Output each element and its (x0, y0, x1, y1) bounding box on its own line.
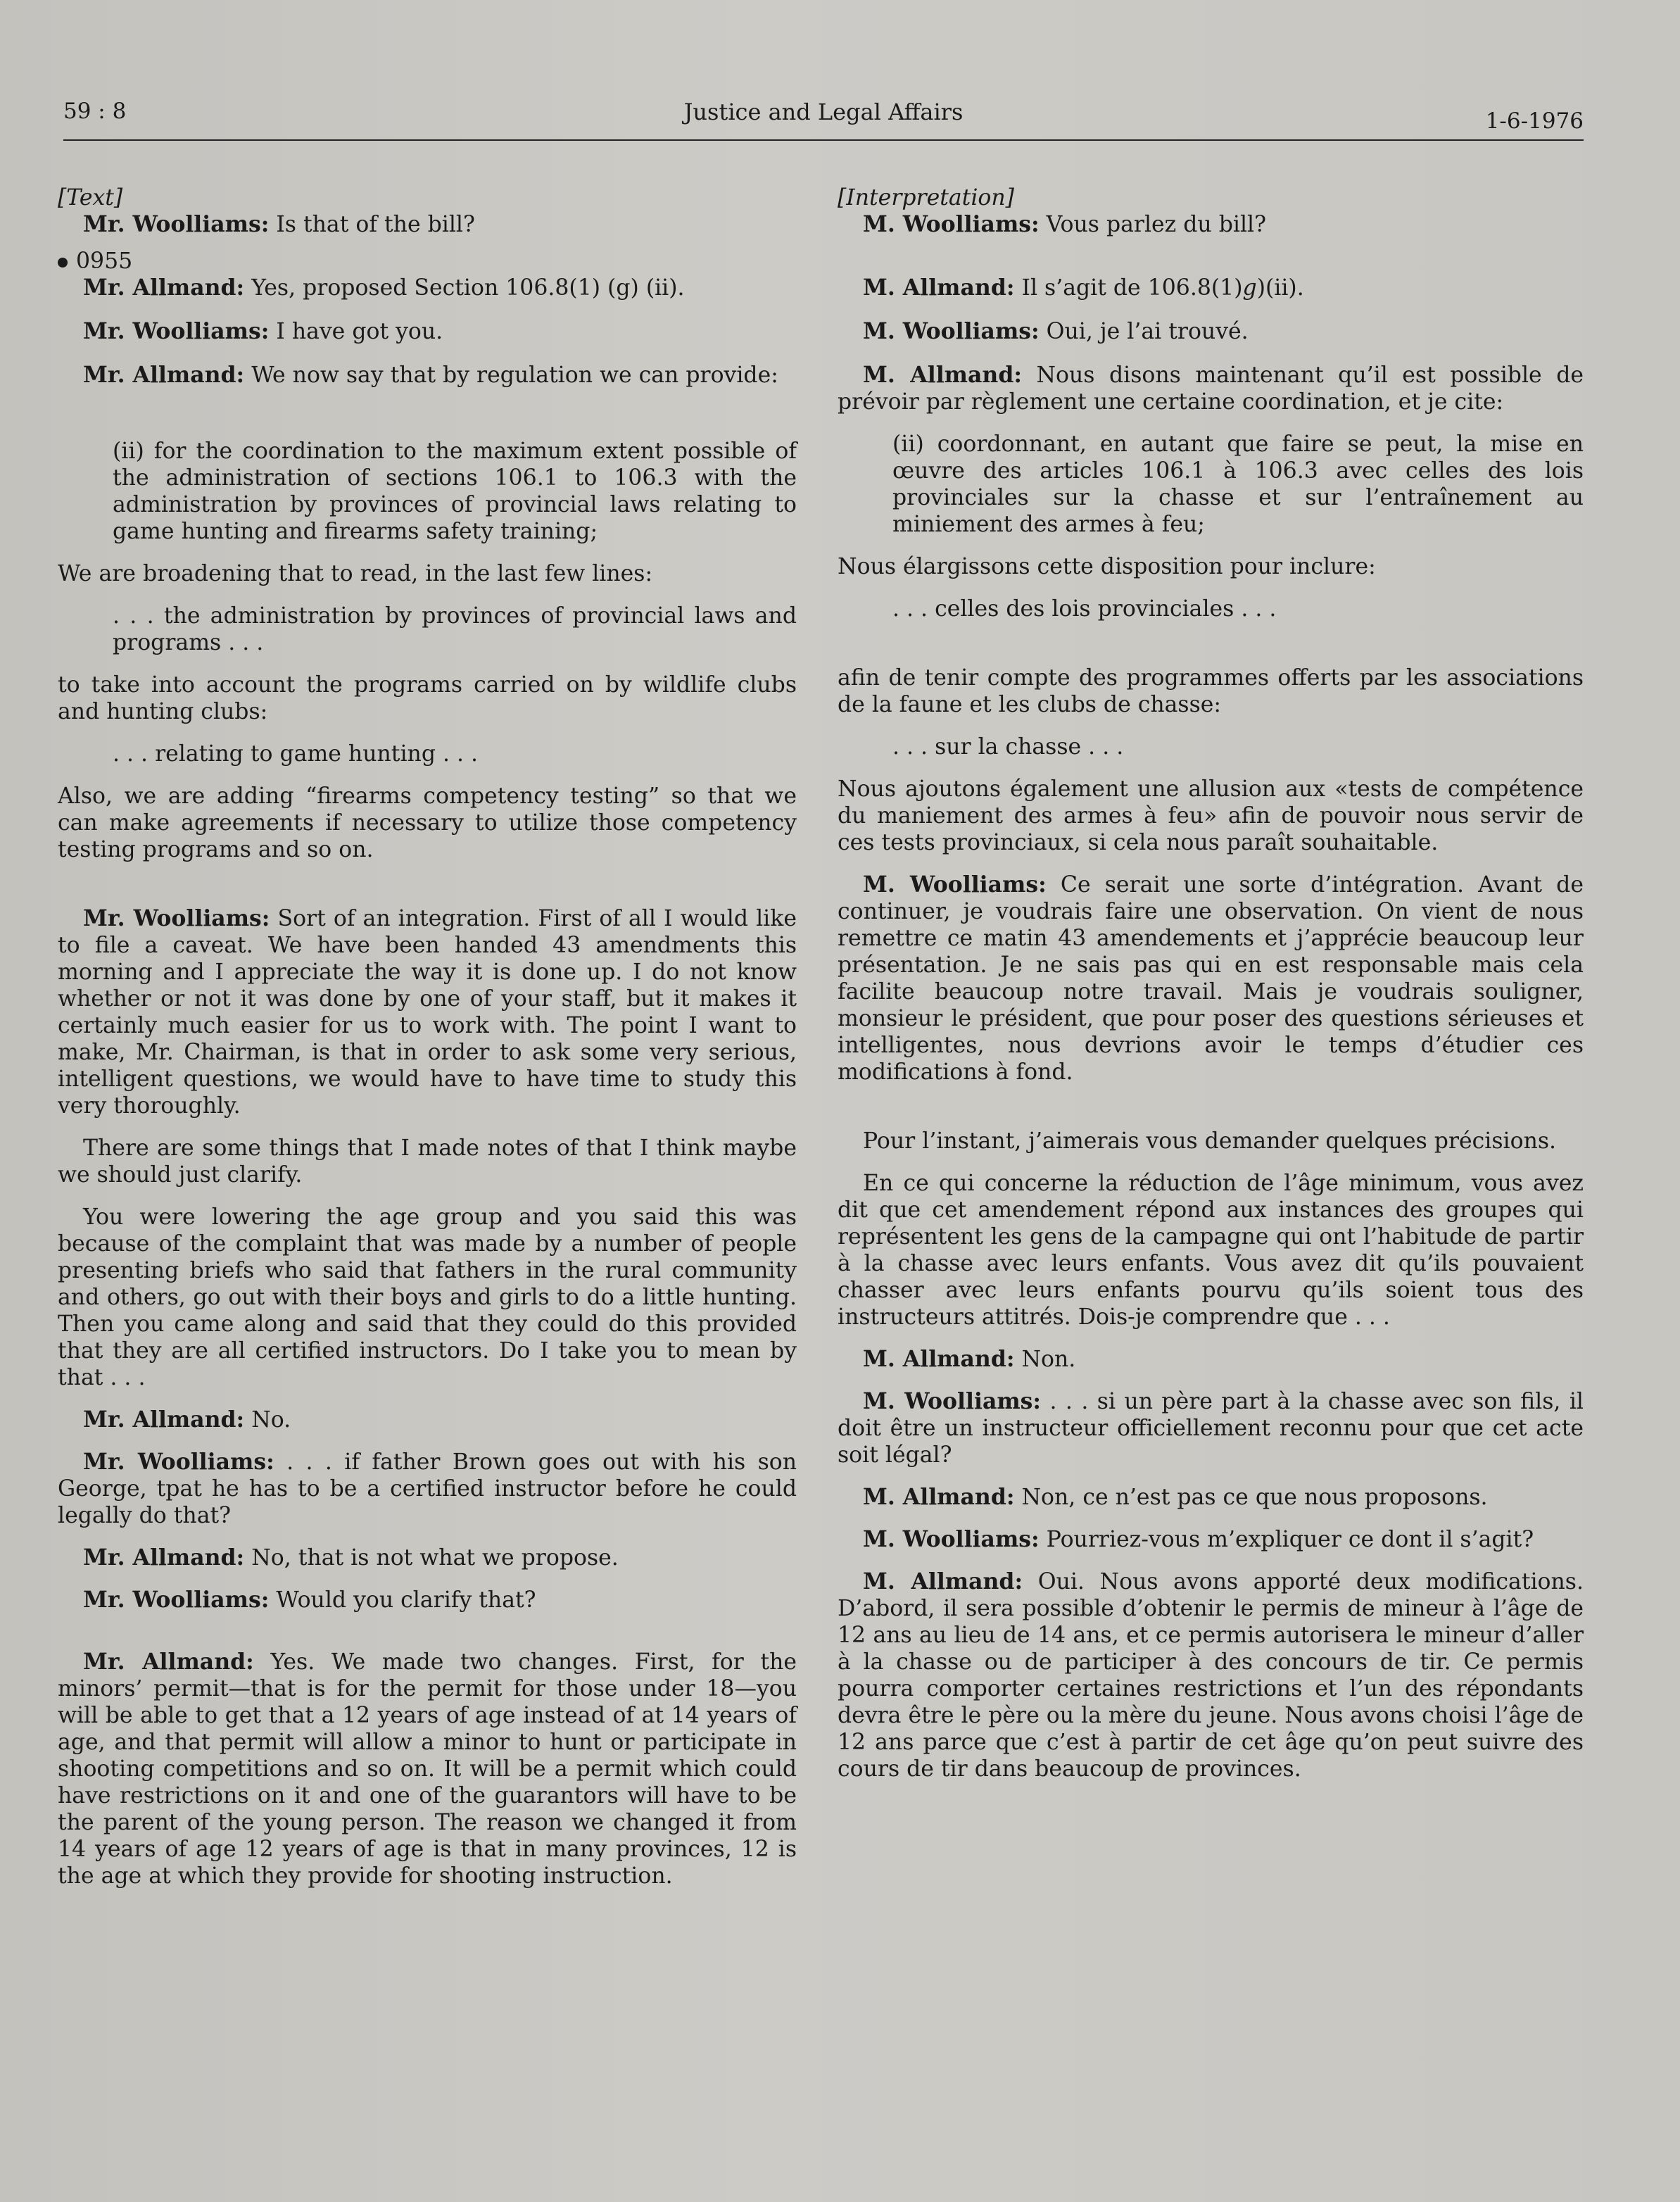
speaker-name: Mr. Woolliams: (83, 1449, 274, 1475)
block-quote: . . . sur la chasse . . . (892, 734, 1124, 760)
text-paragraph: We are broadening that to read, in the last few lines: (58, 561, 653, 586)
section-label: [Text] (58, 185, 123, 210)
text-paragraph: There are some things that I made notes of that I think maybe we should just clarify. (58, 1135, 797, 1188)
block-quote: . . . celles des lois provinciales . . . (892, 596, 1277, 622)
speech-paragraph: Mr. Woolliams: Is that of the bill? (83, 211, 475, 237)
timestamp: 0955 (58, 248, 797, 275)
block-quote: . . . the administration by provinces of provincial laws and programs . . . (113, 603, 797, 655)
speaker-name: Mr. Allmand: (83, 362, 245, 388)
speaker-name: M. Allmand: (863, 275, 1015, 301)
speech-paragraph: Mr. Woolliams: Sort of an integration. First of all I would like to file a caveat. We have been handed 43 amendments this morning and I appreciate the way it is done up. I do not know whether or not it was done by one of your staff, but it makes it certainly much easier for us to work with. The point I want to make, Mr. Chairman, is that in order to ask some very serious, intelligent questions, we would have to have time to study this very thoroughly. (58, 905, 797, 1119)
speaker-name: M. Woolliams: (863, 872, 1047, 898)
section-label: [Interpretation] (838, 185, 1014, 210)
bullet-icon (58, 258, 68, 268)
block-quote: (ii) coordonnant, en autant que faire se peut, la mise en œuvre des articles 106.1 à 106.3 avec celles des lois provinciales sur la chasse et sur l’entraînement au miniement des armes à feu; (892, 432, 1584, 537)
speaker-name: Mr. Allmand: (83, 1544, 245, 1571)
speech-paragraph: Mr. Woolliams: Would you clarify that? (83, 1587, 536, 1613)
speaker-name: M. Allmand: (863, 1346, 1015, 1372)
english-column (58, 184, 797, 1889)
speaker-name: M. Woolliams: (863, 318, 1040, 344)
speech-paragraph: M. Allmand: Oui. Nous avons apporté deux modifications. D’abord, il sera possible d’obtenir le permis de mineur à l’âge de 12 ans au lieu de 14 ans, et ce permis autorisera le mineur d’aller à la chasse ou de participer à des concours de tir. Ce permis pourra comporter certaines restrictions et l’un des répondants devra être le père ou la mère du jeune. Nous avons choisi l’âge de 12 ans parce que c’est à partir de cet âge qu’on peut suivre des cours de tir dans beaucoup de provinces. (838, 1568, 1584, 1782)
speech-paragraph: M. Allmand: Non, ce n’est pas ce que nous proposons. (863, 1484, 1488, 1510)
text-paragraph: Also, we are adding “firearms competency testing” so that we can make agreements if necessary to utilize those competency testing programs and so on. (58, 784, 797, 862)
header-rule (63, 139, 1584, 141)
text-paragraph: afin de tenir compte des programmes offerts par les associations de la faune et les clubs de chasse: (838, 665, 1584, 717)
speech-paragraph: M. Woolliams: Vous parlez du bill? (863, 211, 1267, 237)
speech-paragraph: Mr. Woolliams: . . . if father Brown goes out with his son George, tpat he has to be a certified instructor before he could legally do that? (58, 1449, 797, 1528)
speech-paragraph: M. Allmand: Il s’agit de 106.8(1)g)(ii). (863, 275, 1304, 301)
text-paragraph: Pour l’instant, j’aimerais vous demander quelques précisions. (863, 1128, 1557, 1154)
speaker-name: M. Allmand: (863, 362, 1022, 388)
speech-paragraph: Mr. Allmand: We now say that by regulation we can provide: (83, 362, 778, 388)
running-title: Justice and Legal Affairs (683, 99, 964, 125)
speaker-name: Mr. Allmand: (83, 1407, 245, 1433)
speech-paragraph: M. Allmand: Non. (863, 1346, 1076, 1372)
speech-paragraph: M. Woolliams: Pourriez-vous m’expliquer ce dont il s’agit? (863, 1526, 1534, 1552)
block-quote: (ii) for the coordination to the maximum extent possible of the administration of sections 106.1 to 106.3 with the administration by provinces of provincial laws relating to game hunting and firearms safety training; (113, 439, 797, 544)
speaker-name: M. Allmand: (863, 1484, 1015, 1510)
text-paragraph: En ce qui concerne la réduction de l’âge minimum, vous avez dit que cet amendement répond aux instances des groupes qui représentent les gens de la campagne qui ont l’habitude de partir à la chasse avec leurs enfants. Vous avez dit qu’ils pouvaient chasser avec leurs enfants pourvu qu’ils soient tous des instructeurs attitrés. Dois-je comprendre que . . . (838, 1171, 1584, 1330)
text-paragraph: to take into account the programs carried on by wildlife clubs and hunting clubs: (58, 672, 797, 724)
speech-paragraph: M. Woolliams: . . . si un père part à la chasse avec son fils, il doit être un instructeur officiellement reconnu pour que cet acte soit légal? (838, 1388, 1584, 1468)
page-header (63, 99, 1584, 141)
speech-paragraph: Mr. Allmand: Yes, proposed Section 106.8(1) (g) (ii). (83, 275, 685, 301)
speaker-name: M. Woolliams: (863, 1388, 1042, 1414)
issue-date: 1-6-1976 (1485, 108, 1584, 134)
text-paragraph: You were lowering the age group and you said this was because of the complaint that was made by a number of people presenting briefs who said that fathers in the rural community and others, go out with their boys and girls to do a little hunting. Then you came along and said that they could do this provided that they are all certified instructors. Do I take you to mean by that . . . (58, 1204, 797, 1390)
speaker-name: Mr. Allmand: (83, 1649, 254, 1675)
speech-paragraph: Mr. Woolliams: I have got you. (83, 318, 443, 344)
speech-paragraph: Mr. Allmand: No, that is not what we propose. (83, 1544, 619, 1571)
text-paragraph: Nous élargissons cette disposition pour inclure: (838, 554, 1376, 579)
speech-paragraph: M. Allmand: Nous disons maintenant qu’il est possible de prévoir par règlement une certaine coordination, et je cite: (838, 362, 1584, 415)
page-number: 59 : 8 (63, 99, 127, 124)
speech-paragraph: Mr. Allmand: No. (83, 1407, 291, 1433)
speaker-name: M. Woolliams: (863, 211, 1040, 237)
speaker-name: Mr. Woolliams: (83, 1587, 270, 1613)
speaker-name: Mr. Woolliams: (83, 211, 270, 237)
text-paragraph: Nous ajoutons également une allusion aux «tests de compétence du maniement des armes à feu» afin de pouvoir nous servir de ces tests provinciaux, si cela nous paraît souhaitable. (838, 776, 1584, 855)
speech-paragraph: M. Woolliams: Ce serait une sorte d’intégration. Avant de continuer, je voudrais faire une observation. On vient de nous remettre ce matin 43 amendements et j’apprécie beaucoup leur présentation. Je ne sais pas qui en est responsable mais cela facilite beaucoup notre travail. Mais je voudrais souligner, monsieur le président, que pour poser des questions sérieuses et intelligentes, nous devrions avoir le temps d’étudier ces modifications à fond. (838, 872, 1584, 1085)
speaker-name: Mr. Woolliams: (83, 905, 270, 931)
speaker-name: M. Woolliams: (863, 1526, 1040, 1552)
speaker-name: Mr. Allmand: (83, 275, 245, 301)
speech-paragraph: M. Woolliams: Oui, je l’ai trouvé. (863, 318, 1249, 344)
block-quote: . . . relating to game hunting . . . (113, 741, 479, 767)
speaker-name: M. Allmand: (863, 1568, 1023, 1594)
speech-paragraph: Mr. Allmand: Yes. We made two changes. First, for the minors’ permit—that is for the permit for those under 18—you will be able to get that a 12 years of age instead of at 14 years of age, and that permit will allow a minor to hunt or participate in shooting competitions and so on. It will be a permit which could have restrictions on it and one of the guarantors will have to be the parent of the young person. The reason we changed it from 14 years of age 12 years of age is that in many provinces, 12 is the age at which they provide for shooting instruction. (58, 1649, 797, 1889)
speaker-name: Mr. Woolliams: (83, 318, 270, 344)
french-column (838, 184, 1584, 1782)
